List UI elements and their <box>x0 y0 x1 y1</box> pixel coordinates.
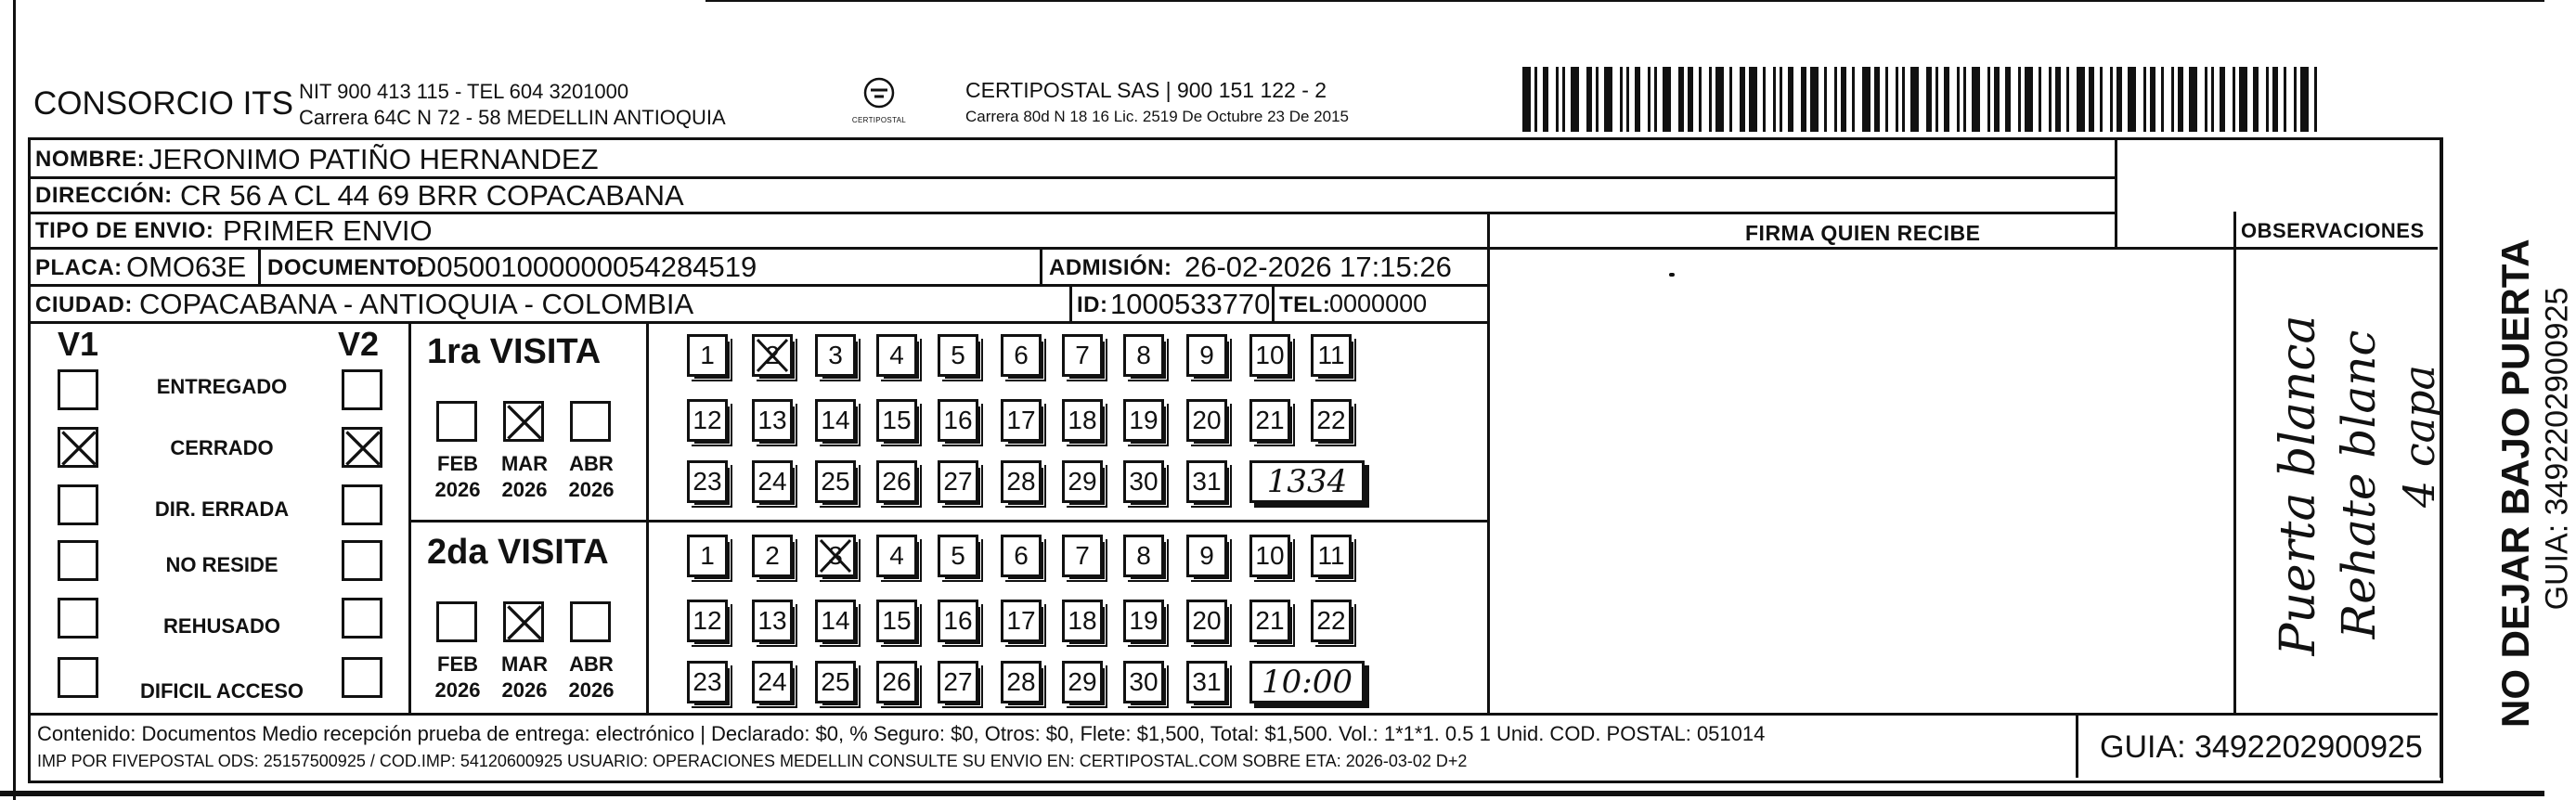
nombre-value: JERONIMO PATIÑO HERNANDEZ <box>149 143 599 175</box>
barcode-bar <box>2039 67 2041 132</box>
observacion-line-3: 4 capa <box>2394 365 2444 508</box>
barcode-bar <box>2066 67 2069 132</box>
day-cell[interactable]: 25 <box>815 661 856 703</box>
col-line <box>2115 137 2117 249</box>
barcode-bar <box>1663 67 1671 132</box>
status-label: DIFICIL ACCESO <box>139 679 304 703</box>
day-cell[interactable]: 19 <box>1123 600 1164 642</box>
barcode-bar <box>1862 67 1871 132</box>
day-cell[interactable]: 16 <box>938 399 978 442</box>
barcode-bar <box>2294 67 2297 132</box>
day-cell[interactable]: 25 <box>815 460 856 503</box>
v2-label: V2 <box>338 325 380 363</box>
visit-time-box: 1334 <box>1249 460 1365 503</box>
barcode-bar <box>1801 67 1806 132</box>
barcode-bar <box>1648 67 1650 132</box>
day-cell[interactable]: 14 <box>815 399 856 442</box>
barcode-bar <box>1824 67 1827 132</box>
day-cell[interactable]: 26 <box>876 661 917 703</box>
barcode-bar <box>2055 67 2061 132</box>
tipo-envio-value: PRIMER ENVIO <box>223 214 433 247</box>
barcode-bar <box>1910 67 1919 132</box>
day-cell[interactable]: 31 <box>1186 460 1227 503</box>
barcode-bar <box>1987 67 1990 132</box>
day-cell[interactable]: 4 <box>876 535 917 577</box>
month-label: FEB 2026 <box>434 652 481 702</box>
ciudad-label: CIUDAD: <box>35 292 133 317</box>
barcode-bar <box>2089 67 2094 132</box>
admision-value: 26-02-2026 17:15:26 <box>1184 251 1452 283</box>
barcode-bar <box>1604 67 1612 132</box>
barcode-bar <box>1678 67 1684 132</box>
barcode-bar <box>1788 67 1793 132</box>
month-checkbox[interactable] <box>503 401 544 442</box>
footer-imp: IMP POR FIVEPOSTAL ODS: 25157500925 / COD.IMP: 54120600925 USUARIO: OPERACIONES MEDELLIN CONSULTE SU ENVIO EN: CERTIPOSTAL.COM SOBRE ETA: 2026-03-02 D+2 <box>37 752 1468 770</box>
tel-value: 0000000 <box>1329 290 1428 317</box>
day-cell[interactable]: 29 <box>1062 460 1103 503</box>
check-mark-icon <box>504 602 545 643</box>
barcode-bar <box>1654 67 1657 132</box>
barcode-bar <box>1926 67 1932 132</box>
day-cell[interactable]: 16 <box>938 600 978 642</box>
col-line <box>646 321 649 713</box>
day-cell[interactable]: 28 <box>1001 661 1042 703</box>
certipostal-logo <box>847 76 912 132</box>
col-line <box>2076 713 2078 778</box>
day-cell[interactable]: 21 <box>1249 600 1290 642</box>
barcode-bar <box>1810 67 1819 132</box>
day-cell[interactable]: 2 <box>752 535 793 577</box>
barcode-bar <box>2110 67 2113 132</box>
day-cell[interactable]: 29 <box>1062 661 1103 703</box>
check-mark-icon <box>343 428 383 469</box>
barcode-bar <box>1571 67 1579 132</box>
observacion-line-2: Rehate blanc <box>2332 329 2386 639</box>
day-cell[interactable]: 23 <box>687 661 728 703</box>
row-line <box>28 321 1487 324</box>
day-cell[interactable]: 10 <box>1249 535 1290 577</box>
status-v1-checkbox[interactable] <box>58 427 98 468</box>
status-v2-checkbox[interactable] <box>342 369 382 410</box>
day-cell[interactable]: 17 <box>1001 600 1042 642</box>
day-cell[interactable]: 28 <box>1001 460 1042 503</box>
day-cell[interactable]: 8 <box>1123 535 1164 577</box>
day-cell[interactable]: 18 <box>1062 399 1103 442</box>
day-cell[interactable]: 12 <box>687 399 728 442</box>
observaciones-handwritten <box>2233 249 2444 713</box>
id-value: 1000533770 <box>1110 288 1271 320</box>
documento-value: D05001000000054284519 <box>416 251 757 283</box>
day-cell[interactable]: 5 <box>938 334 978 377</box>
day-cell[interactable]: 1 <box>687 535 728 577</box>
day-cell[interactable]: 15 <box>876 399 917 442</box>
row-line <box>28 284 1487 287</box>
barcode-bar <box>2178 67 2183 132</box>
barcode-bar <box>2220 67 2225 132</box>
day-cell[interactable]: 9 <box>1186 535 1227 577</box>
company-address: Carrera 64C N 72 - 58 MEDELLIN ANTIOQUIA <box>299 106 726 129</box>
page-left-edge <box>13 0 16 800</box>
direccion-value: CR 56 A CL 44 69 BRR COPACABANA <box>180 179 684 212</box>
barcode-bar <box>1620 67 1623 132</box>
barcode-bar <box>1556 67 1559 132</box>
barcode-bar <box>2143 67 2146 132</box>
day-cell[interactable]: 27 <box>938 661 978 703</box>
col-line <box>1040 247 1042 284</box>
visit-time-box: 10:00 <box>1249 661 1365 703</box>
month-checkbox[interactable] <box>436 401 477 442</box>
day-cell[interactable]: 6 <box>1001 535 1042 577</box>
barcode-bar <box>1885 67 1888 132</box>
visit-title: 1ra VISITA <box>427 332 602 371</box>
day-cell[interactable]: 8 <box>1123 334 1164 377</box>
day-cell[interactable]: 15 <box>876 600 917 642</box>
barcode-bar <box>1586 67 1592 132</box>
day-cell[interactable]: 22 <box>1311 399 1352 442</box>
day-cell[interactable]: 17 <box>1001 399 1042 442</box>
col-line <box>1272 284 1275 321</box>
day-cell[interactable]: 6 <box>1001 334 1042 377</box>
status-v1-checkbox[interactable] <box>58 484 98 525</box>
ciudad-value: COPACABANA - ANTIOQUIA - COLOMBIA <box>139 288 694 320</box>
check-mark-icon <box>58 428 99 469</box>
day-cell[interactable]: 27 <box>938 460 978 503</box>
status-label: REHUSADO <box>163 614 280 638</box>
barcode-bar <box>1935 67 1938 132</box>
company-nit: NIT 900 413 115 - TEL 604 3201000 <box>299 80 629 103</box>
status-label: ENTREGADO <box>156 375 288 398</box>
barcode-bar <box>1834 67 1837 132</box>
day-cell[interactable]: 19 <box>1123 399 1164 442</box>
barcode-bar <box>1780 67 1782 132</box>
barcode-bar <box>1957 67 1960 132</box>
status-v2-checkbox[interactable] <box>342 427 382 468</box>
status-v2-checkbox[interactable] <box>342 598 382 639</box>
col-line <box>408 321 411 713</box>
day-cell[interactable]: 3 <box>815 535 856 577</box>
barcode-bar <box>2161 67 2164 132</box>
barcode-bar <box>1688 67 1693 132</box>
barcode-bar <box>2314 67 2317 132</box>
barcode-bar <box>2116 67 2122 132</box>
barcode-bar <box>1963 67 1966 132</box>
col-line <box>1487 212 1490 713</box>
barcode-bar <box>1841 67 1846 132</box>
barcode-bar <box>1626 67 1629 132</box>
barcode-bar <box>1763 67 1766 132</box>
barcode-bar <box>2077 67 2085 132</box>
visit-divider <box>408 520 1487 523</box>
barcode-bar <box>1852 67 1855 132</box>
day-cell[interactable]: 31 <box>1186 661 1227 703</box>
day-cell[interactable]: 7 <box>1062 334 1103 377</box>
day-cell[interactable]: 14 <box>815 600 856 642</box>
month-label: MAR 2026 <box>500 452 549 501</box>
barcode-bar <box>2025 67 2033 132</box>
day-cell[interactable]: 30 <box>1123 661 1164 703</box>
barcode-bar <box>2100 67 2103 132</box>
barcode-bar <box>1729 67 1732 132</box>
month-checkbox[interactable] <box>503 601 544 642</box>
barcode-bar <box>2150 67 2155 132</box>
side-guia: GUIA: 3492202900925 <box>2539 287 2575 611</box>
month-label: FEB 2026 <box>434 452 481 501</box>
barcode-bar <box>2239 67 2247 132</box>
tipo-envio-label: TIPO DE ENVIO: <box>35 218 214 243</box>
barcode-bar <box>1874 67 1880 132</box>
day-cell[interactable]: 20 <box>1186 600 1227 642</box>
day-cell[interactable]: 23 <box>687 460 728 503</box>
barcode-bar <box>2272 67 2278 132</box>
placa-value: OMO63E <box>126 251 247 283</box>
month-label: ABR 2026 <box>568 652 615 702</box>
status-label: DIR. ERRADA <box>154 497 290 521</box>
admision-label: ADMISIÓN: <box>1049 255 1172 280</box>
placa-label: PLACA: <box>35 255 123 280</box>
barcode-bar <box>2266 67 2269 132</box>
status-label: NO RESIDE <box>165 553 278 576</box>
month-checkbox[interactable] <box>436 601 477 642</box>
col-line <box>258 247 261 284</box>
barcode-bar <box>1715 67 1724 132</box>
observaciones-label: OBSERVACIONES <box>2241 219 2425 242</box>
day-cell[interactable]: 1 <box>687 334 728 377</box>
barcode-bar <box>1740 67 1745 132</box>
observacion-line-1: Puerta blanca <box>2271 315 2326 656</box>
day-cell[interactable]: 22 <box>1311 600 1352 642</box>
day-mark-icon <box>752 334 793 377</box>
page-bottom-edge <box>0 791 2544 796</box>
day-mark-icon <box>815 535 856 577</box>
signature-mark <box>1669 273 1675 277</box>
check-mark-icon <box>504 402 545 443</box>
day-cell[interactable]: 4 <box>876 334 917 377</box>
day-cell[interactable]: 3 <box>815 334 856 377</box>
barcode-bar <box>2189 67 2197 132</box>
day-cell[interactable]: 9 <box>1186 334 1227 377</box>
carrier-name: CERTIPOSTAL SAS | 900 151 122 - 2 <box>965 78 1327 102</box>
barcode-bar <box>1773 67 1776 132</box>
status-v1-checkbox[interactable] <box>58 369 98 410</box>
barcode-bar <box>2253 67 2259 132</box>
day-cell[interactable]: 5 <box>938 535 978 577</box>
day-cell[interactable]: 11 <box>1311 334 1352 377</box>
barcode-bar <box>1896 67 1898 132</box>
status-v1-checkbox[interactable] <box>58 657 98 698</box>
day-cell[interactable]: 13 <box>752 600 793 642</box>
day-cell[interactable]: 12 <box>687 600 728 642</box>
month-label: ABR 2026 <box>568 452 615 501</box>
barcode-bar <box>2300 67 2309 132</box>
barcode-bar <box>1562 67 1565 132</box>
barcode-bar <box>2171 67 2174 132</box>
barcode-bar <box>2018 67 2021 132</box>
barcode-bar <box>2128 67 2136 132</box>
barcode-bar <box>2284 67 2286 132</box>
day-cell[interactable]: 26 <box>876 460 917 503</box>
month-checkbox[interactable] <box>570 401 611 442</box>
direccion-label: DIRECCIÓN: <box>35 183 173 208</box>
day-cell[interactable]: 24 <box>752 661 793 703</box>
barcode <box>1522 67 2330 132</box>
day-cell[interactable]: 20 <box>1186 399 1227 442</box>
logo-text: CERTIPOSTAL <box>851 116 907 124</box>
month-checkbox[interactable] <box>570 601 611 642</box>
documento-label: DOCUMENTO: <box>267 255 425 280</box>
barcode-bar <box>1709 67 1712 132</box>
barcode-bar <box>1596 67 1599 132</box>
day-cell[interactable]: 18 <box>1062 600 1103 642</box>
day-cell[interactable]: 24 <box>752 460 793 503</box>
barcode-bar <box>1972 67 1980 132</box>
day-cell[interactable]: 11 <box>1311 535 1352 577</box>
month-label: MAR 2026 <box>500 652 549 702</box>
col-line <box>1069 284 1072 321</box>
barcode-bar <box>1749 67 1757 132</box>
barcode-bar <box>2049 67 2052 132</box>
status-v2-checkbox[interactable] <box>342 657 382 698</box>
v1-label: V1 <box>58 325 99 363</box>
id-label: ID: <box>1077 292 1108 317</box>
barcode-bar <box>1543 67 1548 132</box>
day-cell[interactable]: 13 <box>752 399 793 442</box>
tel-label: TEL: <box>1279 292 1331 317</box>
day-cell[interactable]: 30 <box>1123 460 1164 503</box>
status-v1-checkbox[interactable] <box>58 598 98 639</box>
company-name: CONSORCIO ITS <box>33 85 294 122</box>
status-v2-checkbox[interactable] <box>342 540 382 581</box>
barcode-bar <box>1522 67 1531 132</box>
status-label: CERRADO <box>170 436 274 459</box>
barcode-bar <box>2005 67 2011 132</box>
barcode-bar <box>2233 67 2235 132</box>
barcode-bar <box>2211 67 2214 132</box>
day-cell[interactable]: 7 <box>1062 535 1103 577</box>
page-top-edge <box>705 0 2544 2</box>
barcode-bar <box>1944 67 1949 132</box>
day-cell[interactable]: 21 <box>1249 399 1290 442</box>
logo-icon <box>858 76 900 111</box>
carrier-address: Carrera 80d N 18 16 Lic. 2519 De Octubre 23 De 2015 <box>965 108 1349 125</box>
barcode-bar <box>1534 67 1537 132</box>
barcode-bar <box>1635 67 1640 132</box>
status-v2-checkbox[interactable] <box>342 484 382 525</box>
barcode-bar <box>1699 67 1702 132</box>
status-v1-checkbox[interactable] <box>58 540 98 581</box>
footer-guia: GUIA: 3492202900925 <box>2100 729 2423 765</box>
day-cell[interactable]: 2 <box>752 334 793 377</box>
nombre-label: NOMBRE: <box>35 147 146 172</box>
visit-title: 2da VISITA <box>427 533 609 572</box>
barcode-bar <box>2205 67 2207 132</box>
barcode-bar <box>1994 67 2000 132</box>
no-dejar-warning: NO DEJAR BAJO PUERTA <box>2493 239 2537 728</box>
barcode-bar <box>1902 67 1905 132</box>
day-cell[interactable]: 10 <box>1249 334 1290 377</box>
footer-contenido: Contenido: Documentos Medio recepción prueba de entrega: electrónico | Declarado: $0, % Seguro: $0, Otros: $0, Flete: $1,500, Total: $1,500. Vol.: 1*1*1. 0.5 1 Unid. COD. POSTAL: 051014 <box>37 722 1766 745</box>
firma-label: FIRMA QUIEN RECIBE <box>1745 221 1981 245</box>
